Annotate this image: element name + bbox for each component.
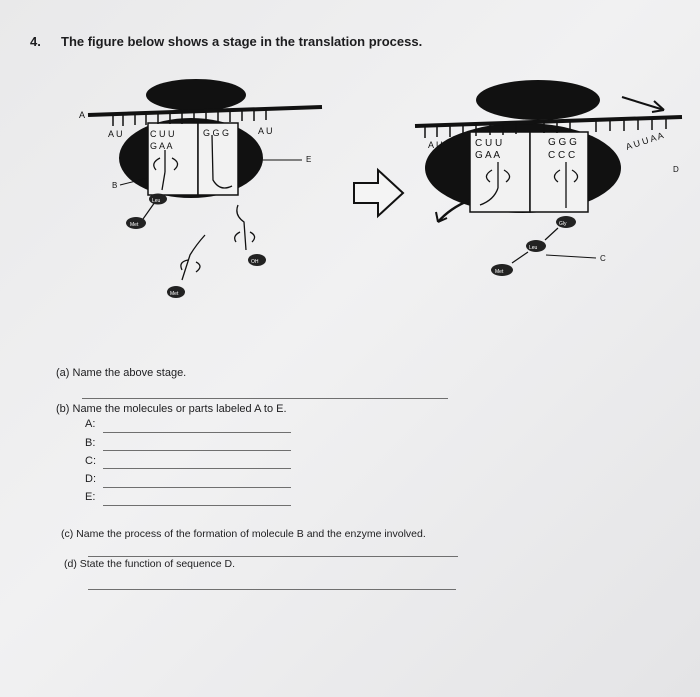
label-e-prompt: E: [85, 491, 96, 503]
question-title: The figure below shows a stage in the translation process. [61, 34, 423, 49]
label-e-answer-line[interactable] [103, 505, 291, 506]
label-c: C [600, 254, 606, 263]
right-ribosome-large [476, 80, 600, 120]
part-c-question: (c) Name the process of the formation of molecule B and the enzyme involved. [61, 528, 426, 540]
left-diagram [79, 79, 322, 298]
right-anticodon-2: C C C [548, 150, 576, 161]
part-c-answer-line[interactable] [88, 556, 458, 557]
translation-figure [0, 0, 700, 330]
right-codon-1: A U [428, 140, 443, 150]
label-d-prompt: D: [85, 473, 96, 485]
label-d-answer-line[interactable] [103, 487, 291, 488]
right-codon-2: C U U [475, 138, 503, 149]
left-free-trna-2 [181, 235, 205, 280]
svg-text:Gly: Gly [559, 221, 567, 227]
label-e: E [306, 155, 312, 164]
part-a-answer-line[interactable] [82, 398, 448, 399]
label-a-answer-line[interactable] [103, 432, 291, 433]
left-anticodon: G A A [150, 141, 173, 151]
svg-text:Met: Met [170, 291, 179, 297]
stage-arrow [354, 170, 403, 216]
left-free-trna-1 [235, 205, 255, 250]
svg-text:OH: OH [251, 259, 259, 265]
svg-text:Leu: Leu [529, 245, 538, 251]
label-d: D [673, 165, 679, 174]
part-a-question: (a) Name the above stage. [56, 367, 187, 379]
label-b: B [112, 181, 118, 190]
label-a: A [79, 110, 86, 120]
question-number: 4. [30, 34, 41, 49]
left-codon-2: C U U [150, 129, 175, 139]
left-codon-1: A U [108, 129, 123, 139]
svg-text:Met: Met [130, 222, 139, 228]
part-d-answer-line[interactable] [88, 589, 456, 590]
left-codon-4: A U [258, 126, 273, 136]
label-c-prompt: C: [85, 455, 96, 467]
label-b-prompt: B: [85, 437, 96, 449]
right-anticodon-1: G A A [475, 150, 501, 161]
right-diagram [415, 80, 682, 276]
left-ribosome-large [146, 79, 246, 111]
left-codon-3: G G G [203, 128, 230, 138]
label-a-prompt: A: [85, 418, 96, 430]
label-c-answer-line[interactable] [103, 468, 291, 469]
part-d-question: (d) State the function of sequence D. [64, 558, 236, 570]
right-codon-3: G G G [548, 137, 577, 148]
svg-text:Leu: Leu [152, 198, 161, 204]
svg-text:Met: Met [495, 269, 504, 275]
right-codon-4: A U U A A [624, 130, 665, 152]
label-b-answer-line[interactable] [103, 450, 291, 451]
part-b-question: (b) Name the molecules or parts labeled A to E. [56, 403, 287, 415]
